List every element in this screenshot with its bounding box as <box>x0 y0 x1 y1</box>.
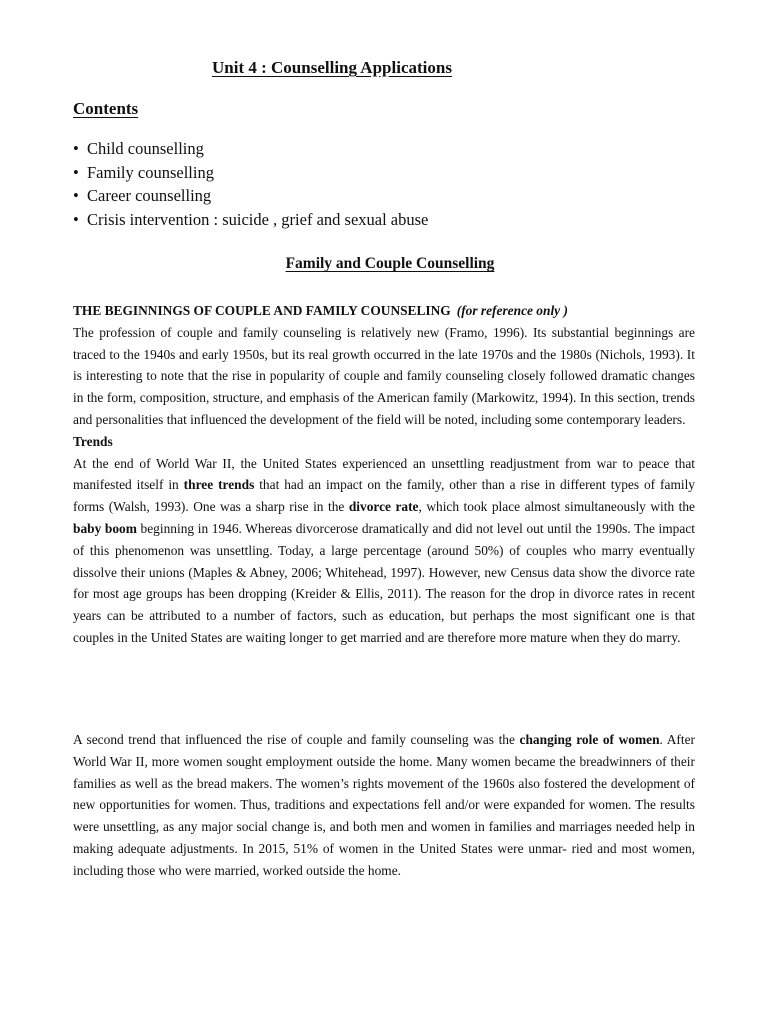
reference-note: (for reference only ) <box>456 303 568 318</box>
contents-list <box>73 137 428 231</box>
paragraph-text: At the end of World War II, the United States experienced an unsettling readjustment from war to peace that manifested itself in <box>73 455 695 493</box>
bullet-icon: • <box>73 186 79 205</box>
contents-item-label: Crisis intervention : suicide , grief and sexual abuse <box>87 209 429 229</box>
bullet-icon: • <box>73 139 79 158</box>
contents-item-child <box>73 137 428 161</box>
paragraph-text: . After World War II, more women sought employment outside the home. Many women became the breadwinners of their families as well as the bread makers. The women’s rights movement of the 1960s also fostered the development of new opportunities for women. Thus, traditions and expectations fell and/or were expanded for women. The results were unsettling, as any major social change is, and both men and women in families and marriages needed help in making adequate adjustments. In 2015, 51% of women in the United States were unmar- ried and most women, including those who were married, worked outside the home. <box>73 732 695 878</box>
contents-item-crisis <box>73 208 428 232</box>
paragraph-text: , which took place almost simultaneously with the <box>418 499 695 515</box>
second-trend-paragraph <box>73 729 695 882</box>
emphasis-divorce-rate: divorce rate <box>348 499 419 515</box>
unit-title: Unit 4 : Counselling Applications <box>212 58 452 77</box>
beginnings-heading <box>73 300 695 322</box>
paragraph-text: beginning in 1946. Whereas divorcerose dramatically and did not level out until the 1990s. The impact of this phenomenon was unsettling. Today, a large percentage (around 50%) of couples who marry eventually dissolve their unions (Maples & Abney, 2006; Whitehead, 1997). However, new Census data show the divorce rate for most age groups has been dropping (Kreider & Ellis, 2011). The reason for the drop in divorce rates in recent years can be attributed to a number of factors, such as education, but perhaps the most significant one is that couples in the United States are waiting longer to get married and are therefore more mature when they do marry. <box>73 520 695 645</box>
paragraph-text: A second trend that influenced the rise of couple and family counseling was the <box>73 732 520 747</box>
contents-item-career <box>73 184 428 208</box>
emphasis-changing-role: changing role of women <box>519 732 660 747</box>
body-block-beginnings <box>73 300 695 649</box>
emphasis-three-trends: three trends <box>183 477 255 493</box>
contents-item-family <box>73 161 428 185</box>
contents-item-label: Career counselling <box>87 186 212 205</box>
bullet-icon: • <box>73 209 79 229</box>
trends-heading: Trends <box>73 433 113 449</box>
paragraph-text: that had an impact on the family, other than a rise in different types of family forms (Walsh, 1993). One was a sharp rise in the <box>73 477 695 515</box>
emphasis-baby-boom: baby boom <box>73 520 137 536</box>
contents-item-label: Child counselling <box>87 139 204 158</box>
body-block-second-trend <box>73 729 695 882</box>
contents-heading: Contents <box>73 99 139 118</box>
section-title <box>0 255 768 273</box>
beginnings-heading-text: THE BEGINNINGS OF COUPLE AND FAMILY COUNSELING <box>73 303 451 318</box>
contents-item-label: Family counselling <box>87 162 214 182</box>
bullet-icon: • <box>73 162 79 182</box>
trends-paragraph <box>73 453 695 649</box>
section-title-text: Family and Couple Counselling <box>285 255 495 272</box>
intro-paragraph: The profession of couple and family counseling is relatively new (Framo, 1996). Its substantial beginnings are traced to the 1940s and early 1950s, but its real growth occurred in the late 1970s and the 1980s (Nichols, 1993). It is interesting to note that the rise in popularity of couple and family counseling closely followed dramatic changes in the form, composition, structure, and emphasis of the American family (Markowitz, 1994). In this section, trends and personalities that influenced the development of the field will be noted, including some contemporary leaders. <box>73 324 695 427</box>
